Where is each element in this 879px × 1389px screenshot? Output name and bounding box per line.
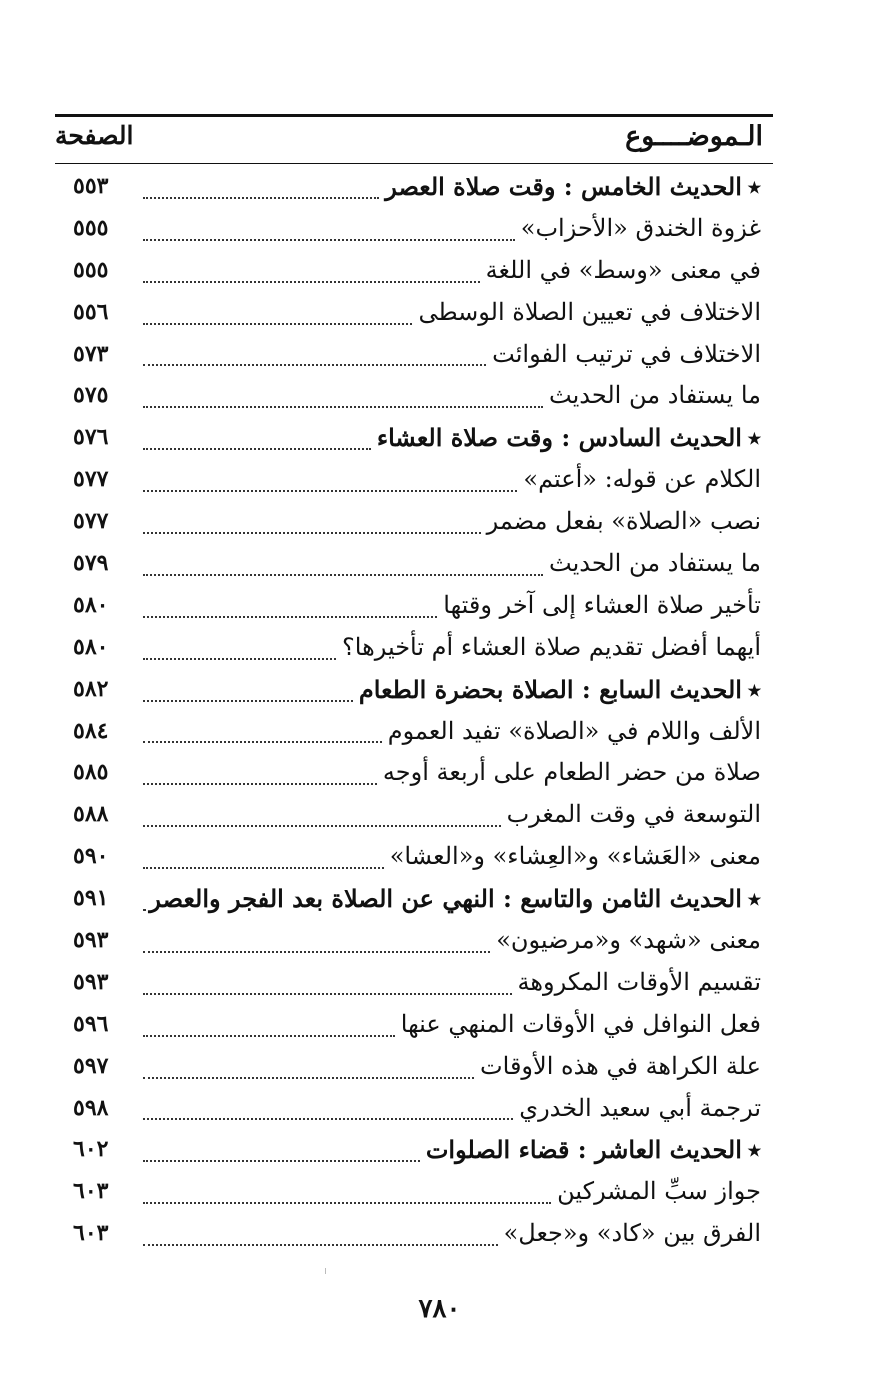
toc-entry-title	[513, 1088, 761, 1130]
toc-leader	[143, 752, 761, 794]
toc-entry-text: الحديث السابع : الصلاة بحضرة الطعام	[358, 674, 742, 704]
toc-header	[55, 119, 773, 163]
toc-leader	[143, 585, 761, 627]
toc-leader	[143, 292, 761, 334]
toc-entry-text: غزوة الخندق «الأحزاب»	[520, 213, 761, 242]
toc-entry	[55, 334, 773, 376]
toc-leader	[143, 166, 761, 208]
page-number: ٧٨٠	[418, 1294, 461, 1324]
toc-page-number: ٥٨٨	[73, 801, 109, 828]
toc-entry	[55, 962, 773, 1004]
toc-page-number: ٥٩٣	[73, 927, 109, 954]
toc-entry	[55, 711, 773, 753]
toc-leader	[143, 501, 761, 543]
toc-leader	[143, 1129, 761, 1171]
toc-page-number: ٥٥٦	[73, 298, 109, 325]
toc-entry-title	[498, 1213, 761, 1255]
toc-page-number: ٥٨٥	[73, 759, 109, 786]
toc-section-heading	[55, 1129, 773, 1171]
toc-entry	[55, 1213, 773, 1255]
toc-entry	[55, 1088, 773, 1130]
toc-entry-title	[543, 543, 761, 585]
toc-entry-title	[515, 208, 761, 250]
toc-section-heading	[55, 166, 773, 208]
toc-page-number: ٥٩٨	[73, 1094, 109, 1121]
toc-leader	[143, 1213, 761, 1255]
toc-entry-text: ترجمة أبي سعيد الخدري	[519, 1093, 761, 1122]
toc-entry-text: تأخير صلاة العشاء إلى آخر وقتها	[443, 590, 761, 619]
toc-leader	[143, 208, 761, 250]
toc-leader	[143, 250, 761, 292]
heading-star-icon: ٭	[747, 171, 761, 201]
dot-leader	[143, 783, 377, 785]
toc-entry-title	[543, 375, 761, 417]
toc-entry	[55, 459, 773, 501]
toc-entry	[55, 752, 773, 794]
toc-leader	[143, 711, 761, 753]
toc-entry-text: الألف واللام في «الصلاة» تفيد العموم	[387, 716, 761, 745]
dot-leader	[143, 532, 481, 534]
toc-entry-text: جواز سبِّ المشركين	[557, 1177, 761, 1206]
toc-entry-title	[501, 794, 761, 836]
toc-entry-text: الحديث الثامن والتاسع : النهي عن الصلاة بعد الفجر والعصر	[149, 884, 742, 914]
dot-leader	[143, 448, 371, 450]
toc-entry-text: معنى «شهد» و«مرضيون»	[496, 926, 761, 955]
dot-leader	[143, 239, 515, 241]
dot-leader	[143, 574, 543, 576]
dot-leader	[143, 197, 379, 199]
toc-section-heading	[55, 417, 773, 459]
toc-entries	[55, 166, 773, 1255]
toc-entry	[55, 543, 773, 585]
toc-entry	[55, 1171, 773, 1213]
toc-entry-text: التوسعة في وقت المغرب	[506, 800, 761, 829]
toc-page-number: ٥٧٥	[73, 382, 109, 409]
toc-leader	[143, 1171, 761, 1213]
toc-entry-text: ما يستفاد من الحديث	[549, 381, 761, 410]
toc-entry-text: الحديث السادس : وقت صلاة العشاء	[376, 423, 742, 453]
toc-entry-title	[382, 711, 761, 753]
dot-leader	[143, 867, 384, 869]
toc-leader	[143, 334, 761, 376]
toc-leader	[143, 836, 761, 878]
toc-entry-title	[336, 627, 761, 669]
toc-leader	[143, 878, 761, 920]
top-rule	[55, 114, 773, 117]
toc-entry	[55, 627, 773, 669]
dot-leader	[143, 951, 490, 953]
toc-entry-title	[395, 1004, 761, 1046]
dot-leader	[143, 1202, 551, 1204]
toc-entry-title	[517, 459, 761, 501]
toc-page-number: ٥٨٤	[73, 717, 109, 744]
toc-entry-text: أيهما أفضل تقديم صلاة العشاء أم تأخيرها؟	[342, 632, 761, 661]
dot-leader	[143, 616, 437, 618]
toc-entry	[55, 920, 773, 962]
dot-leader	[143, 323, 412, 325]
toc-page-number: ٥٥٣	[73, 173, 109, 199]
toc-entry-title	[437, 585, 761, 627]
dot-leader	[143, 1160, 420, 1162]
toc-leader	[143, 794, 761, 836]
toc-entry-title	[486, 334, 761, 376]
toc-entry	[55, 794, 773, 836]
toc-leader	[143, 920, 761, 962]
toc-page-number: ٥٨٠	[73, 591, 109, 618]
toc-page-number: ٥٩١	[73, 885, 109, 912]
toc-entry	[55, 250, 773, 292]
toc-section-heading	[55, 878, 773, 920]
page-column-label: الصفحة	[55, 121, 134, 150]
toc-page-number: ٥٩٠	[73, 843, 109, 870]
toc-entry-text: الاختلاف في ترتيب الفوائت	[492, 339, 761, 368]
toc-leader	[143, 962, 761, 1004]
dot-leader	[143, 1077, 474, 1079]
toc-entry	[55, 375, 773, 417]
toc-page-number: ٥٩٣	[73, 968, 109, 995]
toc-leader	[143, 1088, 761, 1130]
toc-entry-title	[480, 250, 761, 292]
toc-entry-text: الفرق بين «كاد» و«جعل»	[503, 1219, 761, 1248]
heading-star-icon: ٭	[747, 1135, 761, 1165]
toc-entry	[55, 1004, 773, 1046]
toc-leader	[143, 375, 761, 417]
toc-entry-text: معنى «العَشاء» و«العِشاء» و«العشا»	[389, 842, 761, 871]
toc-page-number: ٦٠٢	[73, 1136, 109, 1163]
toc-entry-text: الكلام عن قوله: «أعتم»	[523, 465, 761, 494]
toc-leader	[143, 627, 761, 669]
dot-leader	[143, 700, 353, 702]
toc-entry-title	[551, 1171, 761, 1213]
toc-entry-text: الحديث الخامس : وقت صلاة العصر	[385, 171, 742, 201]
toc-page-number: ٦٠٣	[73, 1220, 109, 1247]
dot-leader	[143, 281, 480, 283]
dot-leader	[143, 406, 543, 408]
toc-page-number: ٥٨٢	[73, 675, 109, 702]
dot-leader	[143, 1118, 513, 1120]
header-rule	[55, 163, 773, 164]
heading-star-icon: ٭	[747, 884, 761, 914]
toc-entry-title	[371, 417, 761, 459]
toc-page-number: ٥٩٧	[73, 1052, 109, 1079]
heading-star-icon: ٭	[747, 674, 761, 704]
toc-entry-title	[474, 1046, 761, 1088]
toc-entry-text: نصب «الصلاة» بفعل مضمر	[486, 507, 761, 536]
topic-column-label: الـموضــــوع	[625, 121, 763, 152]
toc-entry	[55, 501, 773, 543]
dot-leader	[143, 658, 336, 660]
toc-page-number: ٦٠٣	[73, 1178, 109, 1205]
toc-entry-title	[512, 962, 762, 1004]
dot-leader	[143, 993, 512, 995]
toc-entry-title	[143, 878, 761, 920]
toc-entry-title	[379, 166, 761, 208]
toc-page-number: ٥٩٦	[73, 1010, 109, 1037]
toc-entry-title	[420, 1129, 761, 1171]
toc-page-number: ٥٧٣	[73, 340, 109, 367]
toc-entry-title	[490, 920, 761, 962]
toc-page-number: ٥٥٥	[73, 214, 109, 241]
toc-entry	[55, 292, 773, 334]
dot-leader	[143, 741, 382, 743]
toc-page-number: ٥٥٥	[73, 256, 109, 283]
toc-entry-text: صلاة من حضر الطعام على أربعة أوجه	[382, 758, 761, 787]
toc-leader	[143, 417, 761, 459]
dot-leader	[143, 1244, 498, 1246]
toc-entry-title	[412, 292, 761, 334]
toc-entry-text: ما يستفاد من الحديث	[549, 549, 761, 577]
toc-entry	[55, 208, 773, 250]
toc-entry-text: تقسيم الأوقات المكروهة	[517, 967, 761, 996]
heading-star-icon: ٭	[747, 423, 761, 453]
toc-section-heading	[55, 669, 773, 711]
toc-leader	[143, 669, 761, 711]
toc-page-number: ٥٧٧	[73, 466, 109, 493]
toc-entry-text: الاختلاف في تعيين الصلاة الوسطى	[418, 297, 761, 326]
toc-entry	[55, 585, 773, 627]
dot-leader	[143, 1035, 395, 1037]
toc-entry-text: الحديث العاشر : قضاء الصلوات	[425, 1135, 742, 1165]
toc-entry-title	[377, 752, 761, 794]
toc-page-number: ٥٧٦	[73, 424, 109, 451]
toc-entry-text: في معنى «وسط» في اللغة	[485, 255, 761, 284]
toc-leader	[143, 459, 761, 501]
toc-entry-title	[353, 669, 761, 711]
toc-leader	[143, 1004, 761, 1046]
toc-entry	[55, 836, 773, 878]
toc-entry-text: علة الكراهة في هذه الأوقات	[480, 1051, 761, 1080]
toc-entry	[55, 1046, 773, 1088]
dot-leader	[143, 364, 486, 366]
dot-leader	[143, 825, 501, 827]
toc-entry-title	[481, 501, 761, 543]
toc-leader	[143, 543, 761, 585]
toc-entry-text: فعل النوافل في الأوقات المنهي عنها	[400, 1009, 761, 1038]
toc-leader	[143, 1046, 761, 1088]
margin-mark	[325, 1268, 326, 1274]
toc-page-number: ٥٧٧	[73, 508, 109, 535]
toc-page-number: ٥٧٩	[73, 550, 109, 577]
toc-entry-title	[384, 836, 761, 878]
toc-page-number: ٥٨٠	[73, 633, 109, 660]
dot-leader	[143, 490, 517, 492]
